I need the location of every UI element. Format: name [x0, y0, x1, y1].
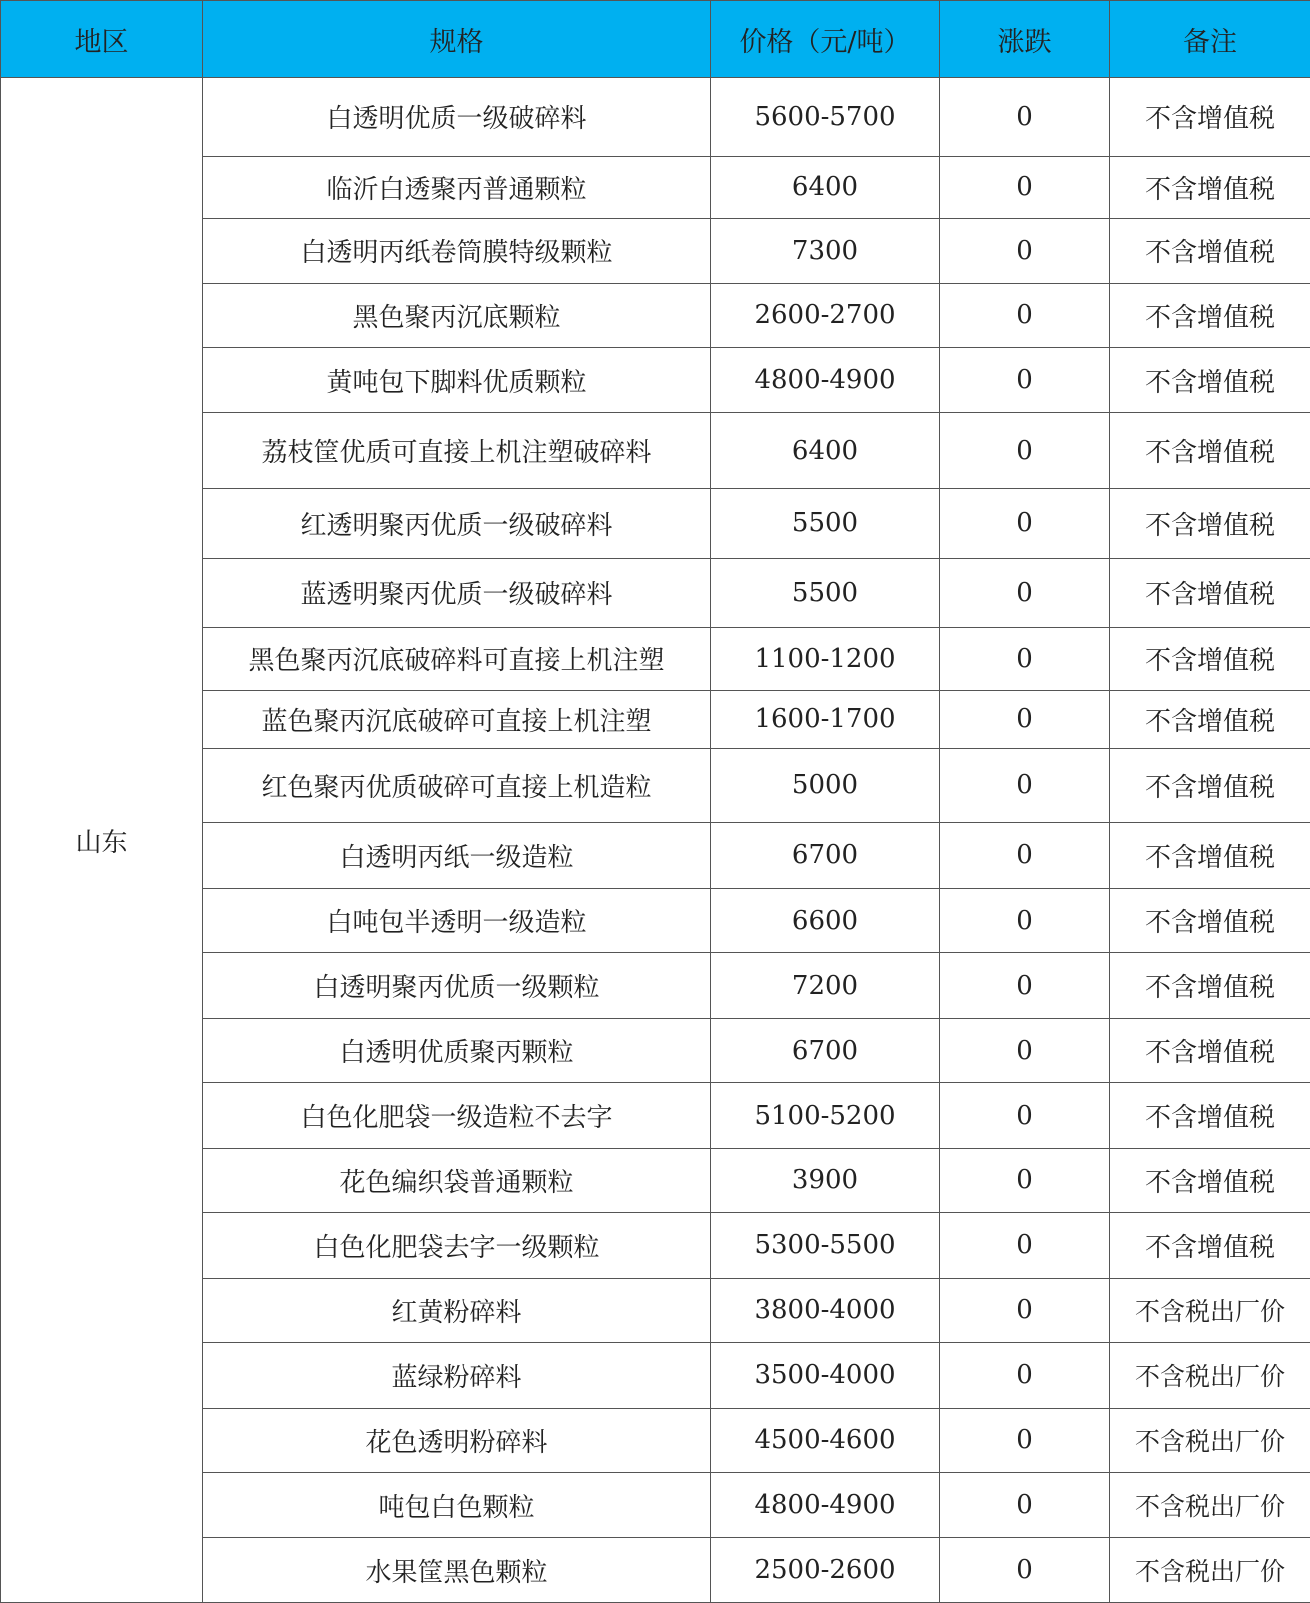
note-cell: 不含税出厂价 [1110, 1538, 1310, 1603]
price-cell: 6700 [711, 822, 940, 888]
note-cell: 不含增值税 [1110, 690, 1310, 748]
price-cell: 3900 [711, 1148, 940, 1212]
price-cell: 6600 [711, 889, 940, 953]
spec-cell: 花色透明粉碎料 [203, 1408, 711, 1472]
change-cell: 0 [940, 1213, 1110, 1278]
table-header [1, 1, 1310, 78]
spec-cell: 白吨包半透明一级造粒 [203, 889, 711, 953]
change-cell: 0 [940, 283, 1110, 347]
spec-cell: 红色聚丙优质破碎可直接上机造粒 [203, 748, 711, 822]
note-cell: 不含税出厂价 [1110, 1408, 1310, 1472]
spec-cell: 吨包白色颗粒 [203, 1472, 711, 1537]
price-cell: 2600-2700 [711, 283, 940, 347]
price-cell: 5500 [711, 558, 940, 628]
header-region: 地区 [1, 1, 203, 78]
price-cell: 1600-1700 [711, 690, 940, 748]
change-cell: 0 [940, 1343, 1110, 1408]
change-cell: 0 [940, 219, 1110, 283]
change-cell: 0 [940, 413, 1110, 489]
note-cell: 不含增值税 [1110, 1213, 1310, 1278]
price-cell: 3500-4000 [711, 1343, 940, 1408]
price-cell: 6400 [711, 156, 940, 218]
price-cell: 4800-4900 [711, 347, 940, 412]
spec-cell: 花色编织袋普通颗粒 [203, 1148, 711, 1212]
price-cell: 5600-5700 [711, 78, 940, 157]
note-cell: 不含增值税 [1110, 347, 1310, 412]
note-cell: 不含增值税 [1110, 1083, 1310, 1148]
note-cell: 不含增值税 [1110, 1148, 1310, 1212]
change-cell: 0 [940, 889, 1110, 953]
spec-cell: 白透明优质聚丙颗粒 [203, 1018, 711, 1082]
table-row [1, 78, 1310, 157]
spec-cell: 红透明聚丙优质一级破碎料 [203, 489, 711, 559]
note-cell: 不含增值税 [1110, 889, 1310, 953]
change-cell: 0 [940, 489, 1110, 559]
note-cell: 不含税出厂价 [1110, 1343, 1310, 1408]
price-cell: 7300 [711, 219, 940, 283]
price-cell: 5500 [711, 489, 940, 559]
change-cell: 0 [940, 822, 1110, 888]
spec-cell: 水果筐黑色颗粒 [203, 1538, 711, 1603]
spec-cell: 白透明丙纸一级造粒 [203, 822, 711, 888]
price-cell: 5100-5200 [711, 1083, 940, 1148]
price-cell: 5000 [711, 748, 940, 822]
spec-cell: 蓝色聚丙沉底破碎可直接上机注塑 [203, 690, 711, 748]
note-cell: 不含增值税 [1110, 156, 1310, 218]
change-cell: 0 [940, 1472, 1110, 1537]
change-cell: 0 [940, 78, 1110, 157]
price-cell: 4800-4900 [711, 1472, 940, 1537]
note-cell: 不含增值税 [1110, 953, 1310, 1018]
note-cell: 不含税出厂价 [1110, 1472, 1310, 1537]
note-cell: 不含增值税 [1110, 822, 1310, 888]
price-cell: 2500-2600 [711, 1538, 940, 1603]
spec-cell: 白透明丙纸卷筒膜特级颗粒 [203, 219, 711, 283]
note-cell: 不含增值税 [1110, 558, 1310, 628]
spec-cell: 黄吨包下脚料优质颗粒 [203, 347, 711, 412]
price-cell: 7200 [711, 953, 940, 1018]
spec-cell: 蓝透明聚丙优质一级破碎料 [203, 558, 711, 628]
price-cell: 6400 [711, 413, 940, 489]
change-cell: 0 [940, 953, 1110, 1018]
spec-cell: 白透明聚丙优质一级颗粒 [203, 953, 711, 1018]
change-cell: 0 [940, 347, 1110, 412]
price-cell: 1100-1200 [711, 628, 940, 690]
table-body [1, 78, 1310, 1603]
header-note: 备注 [1110, 1, 1310, 78]
change-cell: 0 [940, 1538, 1110, 1603]
change-cell: 0 [940, 1148, 1110, 1212]
change-cell: 0 [940, 1083, 1110, 1148]
note-cell: 不含增值税 [1110, 628, 1310, 690]
header-change: 涨跌 [940, 1, 1110, 78]
price-cell: 5300-5500 [711, 1213, 940, 1278]
change-cell: 0 [940, 628, 1110, 690]
change-cell: 0 [940, 1408, 1110, 1472]
header-row [1, 1, 1310, 78]
header-price: 价格（元/吨） [711, 1, 940, 78]
change-cell: 0 [940, 1018, 1110, 1082]
note-cell: 不含增值税 [1110, 1018, 1310, 1082]
price-cell: 6700 [711, 1018, 940, 1082]
spec-cell: 蓝绿粉碎料 [203, 1343, 711, 1408]
spec-cell: 白色化肥袋一级造粒不去字 [203, 1083, 711, 1148]
spec-cell: 黑色聚丙沉底颗粒 [203, 283, 711, 347]
spec-cell: 白色化肥袋去字一级颗粒 [203, 1213, 711, 1278]
region-cell: 山东 [1, 78, 203, 1603]
spec-cell: 白透明优质一级破碎料 [203, 78, 711, 157]
note-cell: 不含增值税 [1110, 219, 1310, 283]
change-cell: 0 [940, 690, 1110, 748]
header-spec: 规格 [203, 1, 711, 78]
change-cell: 0 [940, 748, 1110, 822]
price-cell: 3800-4000 [711, 1278, 940, 1342]
change-cell: 0 [940, 558, 1110, 628]
note-cell: 不含增值税 [1110, 413, 1310, 489]
price-cell: 4500-4600 [711, 1408, 940, 1472]
note-cell: 不含税出厂价 [1110, 1278, 1310, 1342]
note-cell: 不含增值税 [1110, 283, 1310, 347]
change-cell: 0 [940, 1278, 1110, 1342]
spec-cell: 临沂白透聚丙普通颗粒 [203, 156, 711, 218]
change-cell: 0 [940, 156, 1110, 218]
spec-cell: 黑色聚丙沉底破碎料可直接上机注塑 [203, 628, 711, 690]
note-cell: 不含增值税 [1110, 78, 1310, 157]
note-cell: 不含增值税 [1110, 489, 1310, 559]
note-cell: 不含增值税 [1110, 748, 1310, 822]
spec-cell: 红黄粉碎料 [203, 1278, 711, 1342]
spec-cell: 荔枝筐优质可直接上机注塑破碎料 [203, 413, 711, 489]
